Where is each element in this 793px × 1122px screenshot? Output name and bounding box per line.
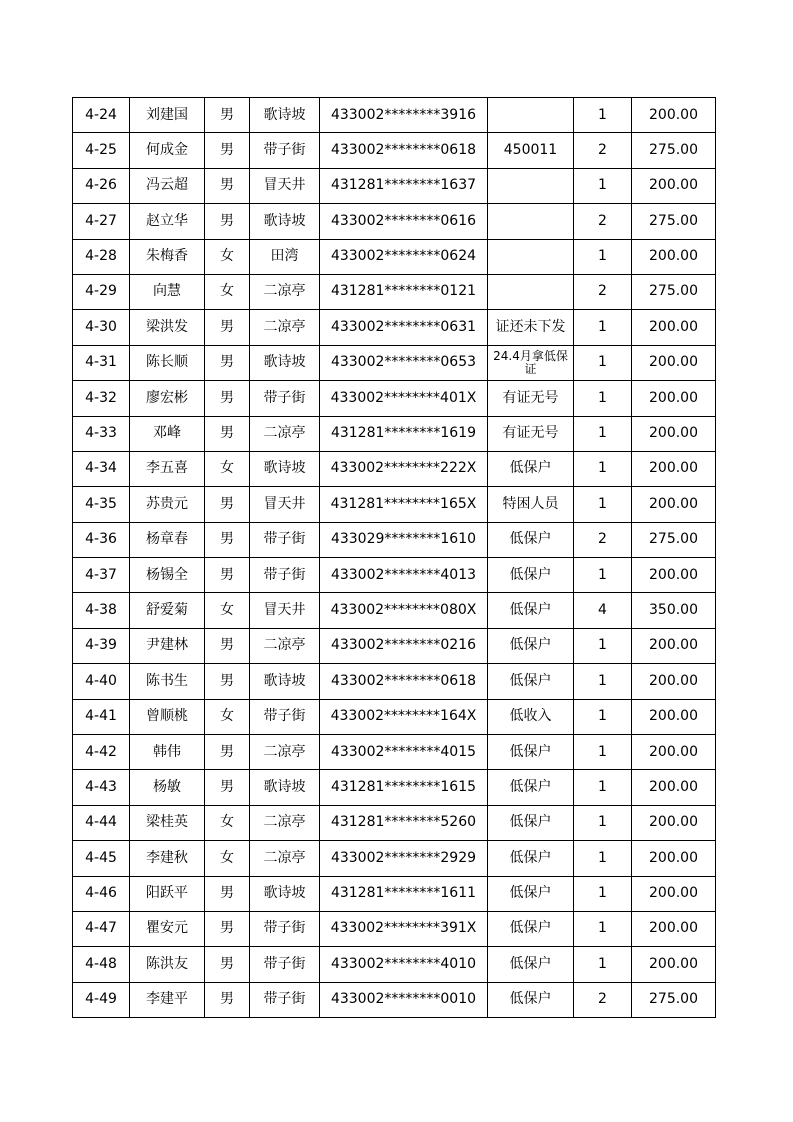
cell-number: 4-47 (73, 911, 130, 946)
table-row (73, 911, 716, 946)
cell-note: 低保户 (488, 876, 574, 911)
table-body (73, 98, 716, 1018)
cell-note: 低保户 (488, 982, 574, 1017)
cell-amount: 275.00 (632, 133, 716, 168)
cell-gender: 男 (205, 98, 250, 133)
cell-household-count: 1 (574, 239, 632, 274)
cell-id-number: 433002********0618 (320, 133, 488, 168)
cell-number: 4-25 (73, 133, 130, 168)
cell-household-count: 4 (574, 593, 632, 628)
table-row (73, 522, 716, 557)
cell-gender: 女 (205, 239, 250, 274)
cell-household-count: 1 (574, 345, 632, 380)
cell-note: 低保户 (488, 451, 574, 486)
cell-note: 24.4月拿低保证 (488, 345, 574, 380)
cell-number: 4-31 (73, 345, 130, 380)
cell-note: 低保户 (488, 593, 574, 628)
cell-id-number: 433002********164X (320, 699, 488, 734)
table-row (73, 593, 716, 628)
cell-id-number: 433002********3916 (320, 98, 488, 133)
cell-note: 特困人员 (488, 487, 574, 522)
cell-note (488, 98, 574, 133)
cell-gender: 男 (205, 770, 250, 805)
cell-note (488, 168, 574, 203)
cell-gender: 男 (205, 558, 250, 593)
cell-note: 证还未下发 (488, 310, 574, 345)
cell-id-number: 431281********5260 (320, 805, 488, 840)
cell-area: 歌诗坡 (250, 664, 320, 699)
cell-amount: 200.00 (632, 770, 716, 805)
cell-area: 二凉亭 (250, 805, 320, 840)
cell-note: 低收入 (488, 699, 574, 734)
cell-name: 梁洪发 (130, 310, 205, 345)
cell-household-count: 1 (574, 699, 632, 734)
cell-id-number: 433002********0618 (320, 664, 488, 699)
cell-area: 二凉亭 (250, 628, 320, 663)
cell-amount: 200.00 (632, 735, 716, 770)
cell-area: 带子街 (250, 558, 320, 593)
cell-household-count: 1 (574, 381, 632, 416)
table-row (73, 735, 716, 770)
cell-amount: 200.00 (632, 911, 716, 946)
cell-number: 4-28 (73, 239, 130, 274)
cell-name: 李建平 (130, 982, 205, 1017)
cell-area: 歌诗坡 (250, 98, 320, 133)
cell-number: 4-32 (73, 381, 130, 416)
cell-household-count: 1 (574, 911, 632, 946)
cell-number: 4-43 (73, 770, 130, 805)
table-row (73, 770, 716, 805)
cell-amount: 275.00 (632, 274, 716, 309)
cell-id-number: 433002********4010 (320, 947, 488, 982)
cell-number: 4-27 (73, 204, 130, 239)
cell-number: 4-39 (73, 628, 130, 663)
table-row (73, 133, 716, 168)
cell-amount: 200.00 (632, 168, 716, 203)
cell-number: 4-26 (73, 168, 130, 203)
cell-amount: 200.00 (632, 381, 716, 416)
cell-id-number: 433002********222X (320, 451, 488, 486)
cell-id-number: 433002********4015 (320, 735, 488, 770)
cell-area: 带子街 (250, 522, 320, 557)
cell-name: 瞿安元 (130, 911, 205, 946)
cell-gender: 男 (205, 628, 250, 663)
cell-name: 苏贵元 (130, 487, 205, 522)
cell-gender: 男 (205, 664, 250, 699)
cell-household-count: 1 (574, 487, 632, 522)
cell-household-count: 1 (574, 168, 632, 203)
cell-name: 廖宏彬 (130, 381, 205, 416)
cell-id-number: 433002********0624 (320, 239, 488, 274)
cell-id-number: 433002********0616 (320, 204, 488, 239)
cell-gender: 男 (205, 487, 250, 522)
cell-household-count: 1 (574, 664, 632, 699)
cell-id-number: 433002********080X (320, 593, 488, 628)
cell-area: 带子街 (250, 982, 320, 1017)
cell-name: 陈书生 (130, 664, 205, 699)
cell-amount: 200.00 (632, 805, 716, 840)
cell-number: 4-30 (73, 310, 130, 345)
cell-amount: 200.00 (632, 310, 716, 345)
cell-amount: 200.00 (632, 487, 716, 522)
cell-name: 冯云超 (130, 168, 205, 203)
cell-amount: 200.00 (632, 98, 716, 133)
table-row (73, 487, 716, 522)
table-row (73, 168, 716, 203)
cell-id-number: 433002********0631 (320, 310, 488, 345)
cell-household-count: 1 (574, 735, 632, 770)
table-row (73, 947, 716, 982)
cell-amount: 200.00 (632, 558, 716, 593)
cell-household-count: 1 (574, 451, 632, 486)
cell-note: 450011 (488, 133, 574, 168)
cell-id-number: 431281********0121 (320, 274, 488, 309)
table-row (73, 664, 716, 699)
cell-household-count: 1 (574, 98, 632, 133)
cell-name: 李建秋 (130, 841, 205, 876)
table-row (73, 699, 716, 734)
cell-id-number: 431281********1637 (320, 168, 488, 203)
cell-id-number: 433002********0010 (320, 982, 488, 1017)
cell-number: 4-41 (73, 699, 130, 734)
cell-area: 歌诗坡 (250, 451, 320, 486)
cell-note: 低保户 (488, 628, 574, 663)
cell-name: 刘建国 (130, 98, 205, 133)
cell-note (488, 239, 574, 274)
cell-id-number: 431281********1615 (320, 770, 488, 805)
cell-amount: 275.00 (632, 522, 716, 557)
table-row (73, 805, 716, 840)
cell-gender: 男 (205, 381, 250, 416)
cell-gender: 男 (205, 522, 250, 557)
cell-id-number: 433002********0216 (320, 628, 488, 663)
cell-gender: 女 (205, 451, 250, 486)
cell-gender: 男 (205, 982, 250, 1017)
cell-number: 4-38 (73, 593, 130, 628)
cell-amount: 200.00 (632, 947, 716, 982)
cell-area: 二凉亭 (250, 416, 320, 451)
cell-number: 4-33 (73, 416, 130, 451)
subsidy-table (72, 97, 716, 1018)
cell-number: 4-49 (73, 982, 130, 1017)
cell-gender: 男 (205, 204, 250, 239)
cell-gender: 男 (205, 416, 250, 451)
cell-household-count: 2 (574, 204, 632, 239)
cell-household-count: 1 (574, 770, 632, 805)
cell-household-count: 1 (574, 310, 632, 345)
cell-gender: 女 (205, 593, 250, 628)
cell-name: 邓峰 (130, 416, 205, 451)
cell-name: 李五喜 (130, 451, 205, 486)
cell-household-count: 1 (574, 876, 632, 911)
cell-area: 歌诗坡 (250, 345, 320, 380)
cell-name: 杨章春 (130, 522, 205, 557)
cell-gender: 男 (205, 310, 250, 345)
cell-area: 歌诗坡 (250, 876, 320, 911)
cell-note: 低保户 (488, 947, 574, 982)
table-row (73, 381, 716, 416)
cell-id-number: 433002********0653 (320, 345, 488, 380)
cell-id-number: 433002********391X (320, 911, 488, 946)
table-row (73, 876, 716, 911)
cell-household-count: 2 (574, 522, 632, 557)
cell-name: 朱梅香 (130, 239, 205, 274)
cell-amount: 200.00 (632, 451, 716, 486)
cell-amount: 200.00 (632, 876, 716, 911)
table-row (73, 982, 716, 1017)
cell-name: 陈长顺 (130, 345, 205, 380)
cell-gender: 女 (205, 274, 250, 309)
cell-id-number: 431281********1611 (320, 876, 488, 911)
cell-number: 4-37 (73, 558, 130, 593)
cell-note: 低保户 (488, 770, 574, 805)
cell-note (488, 204, 574, 239)
cell-gender: 男 (205, 947, 250, 982)
cell-name: 杨锡全 (130, 558, 205, 593)
cell-note: 有证无号 (488, 381, 574, 416)
table-row (73, 558, 716, 593)
cell-number: 4-40 (73, 664, 130, 699)
cell-area: 二凉亭 (250, 841, 320, 876)
cell-gender: 男 (205, 735, 250, 770)
cell-name: 向慧 (130, 274, 205, 309)
cell-household-count: 2 (574, 982, 632, 1017)
cell-amount: 350.00 (632, 593, 716, 628)
cell-id-number: 433002********401X (320, 381, 488, 416)
cell-gender: 女 (205, 805, 250, 840)
table-row (73, 841, 716, 876)
cell-amount: 200.00 (632, 239, 716, 274)
cell-number: 4-46 (73, 876, 130, 911)
cell-household-count: 1 (574, 628, 632, 663)
cell-amount: 200.00 (632, 841, 716, 876)
cell-note: 有证无号 (488, 416, 574, 451)
cell-number: 4-29 (73, 274, 130, 309)
cell-id-number: 433002********2929 (320, 841, 488, 876)
cell-gender: 男 (205, 133, 250, 168)
table-row (73, 239, 716, 274)
cell-name: 阳跃平 (130, 876, 205, 911)
cell-note: 低保户 (488, 735, 574, 770)
cell-area: 冒天井 (250, 487, 320, 522)
cell-number: 4-44 (73, 805, 130, 840)
table-row (73, 416, 716, 451)
cell-area: 带子街 (250, 133, 320, 168)
cell-area: 冒天井 (250, 168, 320, 203)
cell-note: 低保户 (488, 841, 574, 876)
cell-id-number: 433002********4013 (320, 558, 488, 593)
cell-household-count: 1 (574, 805, 632, 840)
table-row (73, 274, 716, 309)
cell-area: 二凉亭 (250, 274, 320, 309)
cell-number: 4-42 (73, 735, 130, 770)
cell-id-number: 433029********1610 (320, 522, 488, 557)
cell-note: 低保户 (488, 522, 574, 557)
cell-id-number: 431281********1619 (320, 416, 488, 451)
table-row (73, 628, 716, 663)
cell-area: 带子街 (250, 911, 320, 946)
cell-id-number: 431281********165X (320, 487, 488, 522)
cell-name: 何成金 (130, 133, 205, 168)
cell-name: 曾顺桃 (130, 699, 205, 734)
cell-area: 带子街 (250, 699, 320, 734)
cell-amount: 200.00 (632, 345, 716, 380)
cell-area: 二凉亭 (250, 310, 320, 345)
cell-area: 二凉亭 (250, 735, 320, 770)
cell-household-count: 1 (574, 558, 632, 593)
cell-area: 歌诗坡 (250, 204, 320, 239)
cell-name: 舒爱菊 (130, 593, 205, 628)
cell-gender: 男 (205, 911, 250, 946)
cell-household-count: 2 (574, 274, 632, 309)
cell-gender: 女 (205, 841, 250, 876)
cell-name: 韩伟 (130, 735, 205, 770)
table-row (73, 451, 716, 486)
cell-household-count: 1 (574, 416, 632, 451)
cell-household-count: 1 (574, 841, 632, 876)
cell-household-count: 1 (574, 947, 632, 982)
cell-name: 杨敏 (130, 770, 205, 805)
cell-area: 带子街 (250, 947, 320, 982)
cell-area: 田湾 (250, 239, 320, 274)
cell-name: 尹建林 (130, 628, 205, 663)
cell-number: 4-36 (73, 522, 130, 557)
cell-gender: 男 (205, 876, 250, 911)
cell-name: 陈洪友 (130, 947, 205, 982)
cell-amount: 275.00 (632, 982, 716, 1017)
cell-number: 4-24 (73, 98, 130, 133)
cell-note: 低保户 (488, 805, 574, 840)
table-row (73, 310, 716, 345)
cell-number: 4-48 (73, 947, 130, 982)
cell-amount: 200.00 (632, 628, 716, 663)
cell-amount: 275.00 (632, 204, 716, 239)
cell-note: 低保户 (488, 558, 574, 593)
cell-note: 低保户 (488, 911, 574, 946)
cell-amount: 200.00 (632, 416, 716, 451)
cell-number: 4-45 (73, 841, 130, 876)
cell-number: 4-34 (73, 451, 130, 486)
table-row (73, 345, 716, 380)
cell-gender: 男 (205, 168, 250, 203)
cell-number: 4-35 (73, 487, 130, 522)
table-row (73, 204, 716, 239)
cell-area: 冒天井 (250, 593, 320, 628)
cell-gender: 女 (205, 699, 250, 734)
cell-amount: 200.00 (632, 699, 716, 734)
cell-area: 歌诗坡 (250, 770, 320, 805)
cell-area: 带子街 (250, 381, 320, 416)
table-row (73, 98, 716, 133)
cell-note: 低保户 (488, 664, 574, 699)
cell-note (488, 274, 574, 309)
cell-name: 梁桂英 (130, 805, 205, 840)
cell-name: 赵立华 (130, 204, 205, 239)
cell-gender: 男 (205, 345, 250, 380)
cell-household-count: 2 (574, 133, 632, 168)
cell-amount: 200.00 (632, 664, 716, 699)
